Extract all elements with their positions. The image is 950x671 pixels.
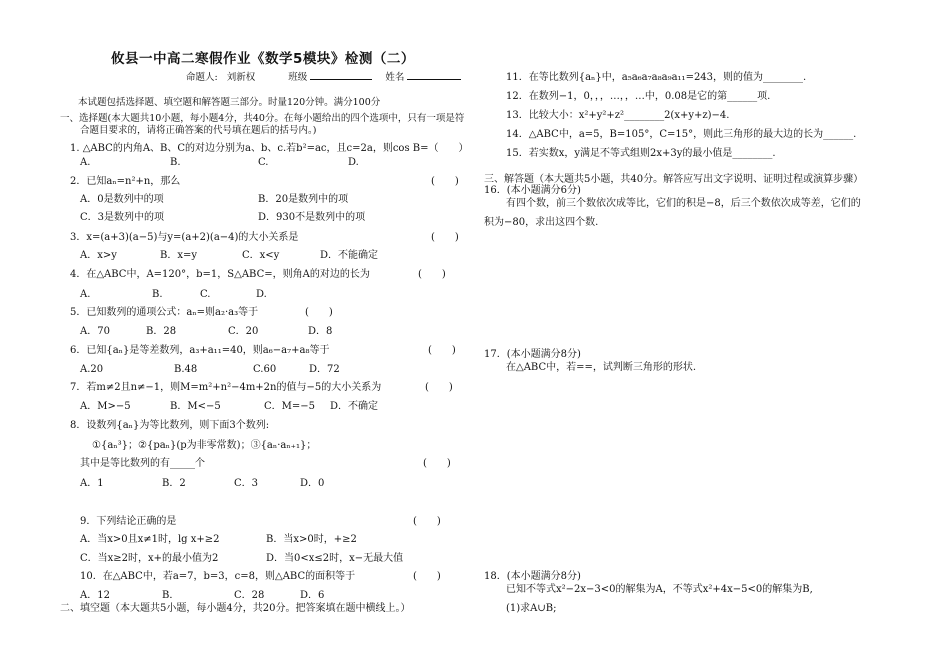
- q10-option-d[interactable]: D．6: [300, 590, 325, 601]
- q10-stem: 10．在△ABC中，若a=7，b=3，c=8，则△ABC的面积等于: [80, 571, 356, 582]
- q6-option-c[interactable]: C.60: [253, 364, 277, 375]
- q2-option-c[interactable]: C．3是数列中的项: [80, 212, 165, 223]
- q10-option-a[interactable]: A．12: [80, 590, 110, 601]
- q10-answer-paren[interactable]: ( ): [413, 571, 441, 582]
- q7-option-a[interactable]: A．M>−5: [80, 401, 131, 412]
- author-label: 命题人:: [186, 72, 218, 83]
- q16-head: 16．(本小题满分6分): [484, 185, 581, 196]
- class-field[interactable]: [310, 70, 372, 80]
- q9-option-a[interactable]: A．当x>0且x≠1时，lg x+≥2: [80, 534, 220, 545]
- q9-stem: 9．下列结论正确的是: [80, 516, 177, 527]
- q2-answer-paren[interactable]: ( ): [431, 176, 459, 187]
- q1-option-c[interactable]: C.: [258, 157, 269, 168]
- q6-stem: 6．已知{aₙ}是等差数列，a₃+a₁₁=40，则a₆−a₇+a₈等于: [70, 345, 330, 356]
- q4-stem: 4．在△ABC中，A=120°，b=1，S△ABC=，则角A的对边的长为: [70, 269, 370, 280]
- q6-option-a[interactable]: A.20: [80, 364, 104, 375]
- q13: 13．比较大小：x²+y²+z²________2(x+y+z)−4.: [506, 110, 730, 121]
- q7-answer-paren[interactable]: ( ): [425, 382, 453, 393]
- q14: 14．△ABC中，a=5，B=105°，C=15°，则此三角形的最大边的长为______.: [506, 129, 857, 140]
- q8-option-b[interactable]: B．2: [162, 478, 186, 489]
- q18-head: 18．(本小题满分8分): [484, 571, 581, 582]
- q2-option-d[interactable]: D．930不是数列中的项: [258, 212, 366, 223]
- q8-option-c[interactable]: C．3: [234, 478, 259, 489]
- q5-option-d[interactable]: D．8: [308, 326, 333, 337]
- q17-head: 17．(本小题满分8分): [484, 349, 581, 360]
- q7-option-c[interactable]: C．M=−5: [264, 401, 316, 412]
- q15: 15．若实数x，y满足不等式组则2x+3y的最小值是________.: [506, 148, 776, 159]
- q8-answer-paren[interactable]: ( ): [423, 458, 451, 469]
- q9-option-b[interactable]: B．当x>0时，+≥2: [266, 534, 357, 545]
- q11: 11．在等比数列{aₙ}中，a₅a₆a₇a₈a₉a₁₁=243，则的值为________.: [506, 72, 807, 83]
- q6-option-d[interactable]: D．72: [309, 364, 340, 375]
- q17-line1: 在△ABC中，若==，试判断三角形的形状.: [506, 362, 697, 373]
- q7-option-d[interactable]: D．不确定: [330, 401, 379, 412]
- page-title: 攸县一中高二寒假作业《数学5模块》检测（二）: [111, 51, 415, 67]
- q4-option-d[interactable]: D.: [256, 289, 267, 300]
- q8-stem: 8．设数列{aₙ}为等比数列，则下面3个数列:: [70, 420, 270, 431]
- name-label: 姓名: [385, 72, 405, 83]
- q8-tail: 其中是等比数列的有_____个: [80, 458, 205, 469]
- q3-option-d[interactable]: D．不能确定: [320, 250, 379, 261]
- q5-option-b[interactable]: B．28: [146, 326, 177, 337]
- q8-option-d[interactable]: D．0: [300, 478, 325, 489]
- exam-intro: 本试题包括选择题、填空题和解答题三部分。时量120分钟。满分100分: [78, 97, 381, 108]
- choice-section-header: 一、选择题(本大题共10小题，每小题4分，共40分。在每小题给出的四个选项中，只有一项是符: [60, 113, 465, 124]
- q7-stem: 7．若m≠2且n≠−1，则M=m²+n²−4m+2n的值与−5的大小关系为: [70, 382, 382, 393]
- q16-line1: 有四个数，前三个数依次成等比，它们的积是−8，后三个数依次成等差，它们的: [506, 198, 861, 209]
- choice-section-header-cont: 合题目要求的，请将正确答案的代号填在题后的括号内。): [80, 125, 317, 136]
- q4-answer-paren[interactable]: ( ): [418, 269, 446, 280]
- class-label: 班级: [288, 72, 308, 83]
- q10-option-b[interactable]: B．: [162, 590, 180, 601]
- q2-option-b[interactable]: B．20是数列中的项: [258, 194, 349, 205]
- q2-stem: 2．已知aₙ=n²+n，那么: [70, 176, 181, 187]
- q4-option-b[interactable]: B.: [152, 289, 163, 300]
- fill-section-header: 二、填空题（本大题共5小题，每小题4分，共20分。把答案填在题中横线上。）: [60, 603, 411, 614]
- q8-option-a[interactable]: A．1: [80, 478, 104, 489]
- q3-answer-paren[interactable]: ( ): [431, 232, 459, 243]
- q9-option-d[interactable]: D．当0<x≤2时，x−无最大值: [266, 553, 404, 564]
- q2-option-a[interactable]: A．0是数列中的项: [80, 194, 164, 205]
- q10-option-c[interactable]: C．28: [234, 590, 265, 601]
- q6-option-b[interactable]: B.48: [174, 364, 198, 375]
- q6-answer-paren[interactable]: ( ): [428, 345, 456, 356]
- author-name: 刘新权: [226, 72, 256, 83]
- q18-line2: (1)求A∪B;: [506, 603, 557, 614]
- q3-option-a[interactable]: A．x>y: [80, 250, 117, 261]
- q7-option-b[interactable]: B．M<−5: [170, 401, 221, 412]
- q9-answer-paren[interactable]: ( ): [413, 516, 441, 527]
- q9-option-c[interactable]: C．当x≥2时，x+的最小值为2: [80, 553, 219, 564]
- solve-section-header: 三、解答题（本大题共5小题，共40分。解答应写出文字说明、证明过程或演算步骤）: [484, 174, 864, 185]
- q5-option-a[interactable]: A．70: [80, 326, 110, 337]
- q5-answer-paren[interactable]: ( ): [305, 307, 333, 318]
- q3-option-b[interactable]: B．x=y: [160, 250, 198, 261]
- q4-option-c[interactable]: C.: [200, 289, 211, 300]
- name-field[interactable]: [407, 70, 461, 80]
- q16-line2: 积为−80，求出这四个数.: [484, 217, 599, 228]
- q5-option-c[interactable]: C．20: [228, 326, 259, 337]
- q1-option-b[interactable]: B.: [170, 157, 181, 168]
- q4-option-a[interactable]: A.: [80, 289, 91, 300]
- q1-option-d[interactable]: D.: [348, 157, 359, 168]
- q3-stem: 3．x=(a+3)(a−5)与y=(a+2)(a−4)的大小关系是: [70, 232, 299, 243]
- q1-option-a[interactable]: A.: [80, 157, 91, 168]
- q8-items: ①{aₙ³}；②{paₙ}(p为非零常数)；③{aₙ·aₙ₊₁}；: [92, 440, 317, 451]
- q3-option-c[interactable]: C．x<y: [242, 250, 280, 261]
- q12: 12．在数列−1，0，，，…，，…中，0.08是它的第______项.: [506, 91, 771, 102]
- q18-line1: 已知不等式x²−2x−3<0的解集为A，不等式x²+4x−5<0的解集为B,: [506, 584, 813, 595]
- q1-stem: 1. △ABC的内角A、B、C的对边分别为a、b、c.若b²=ac，且c=2a，则cos B=（ ）: [70, 143, 469, 154]
- author-line: [186, 70, 461, 84]
- q5-stem: 5．已知数列的通项公式：aₙ=则a₂·a₃等于: [70, 307, 259, 318]
